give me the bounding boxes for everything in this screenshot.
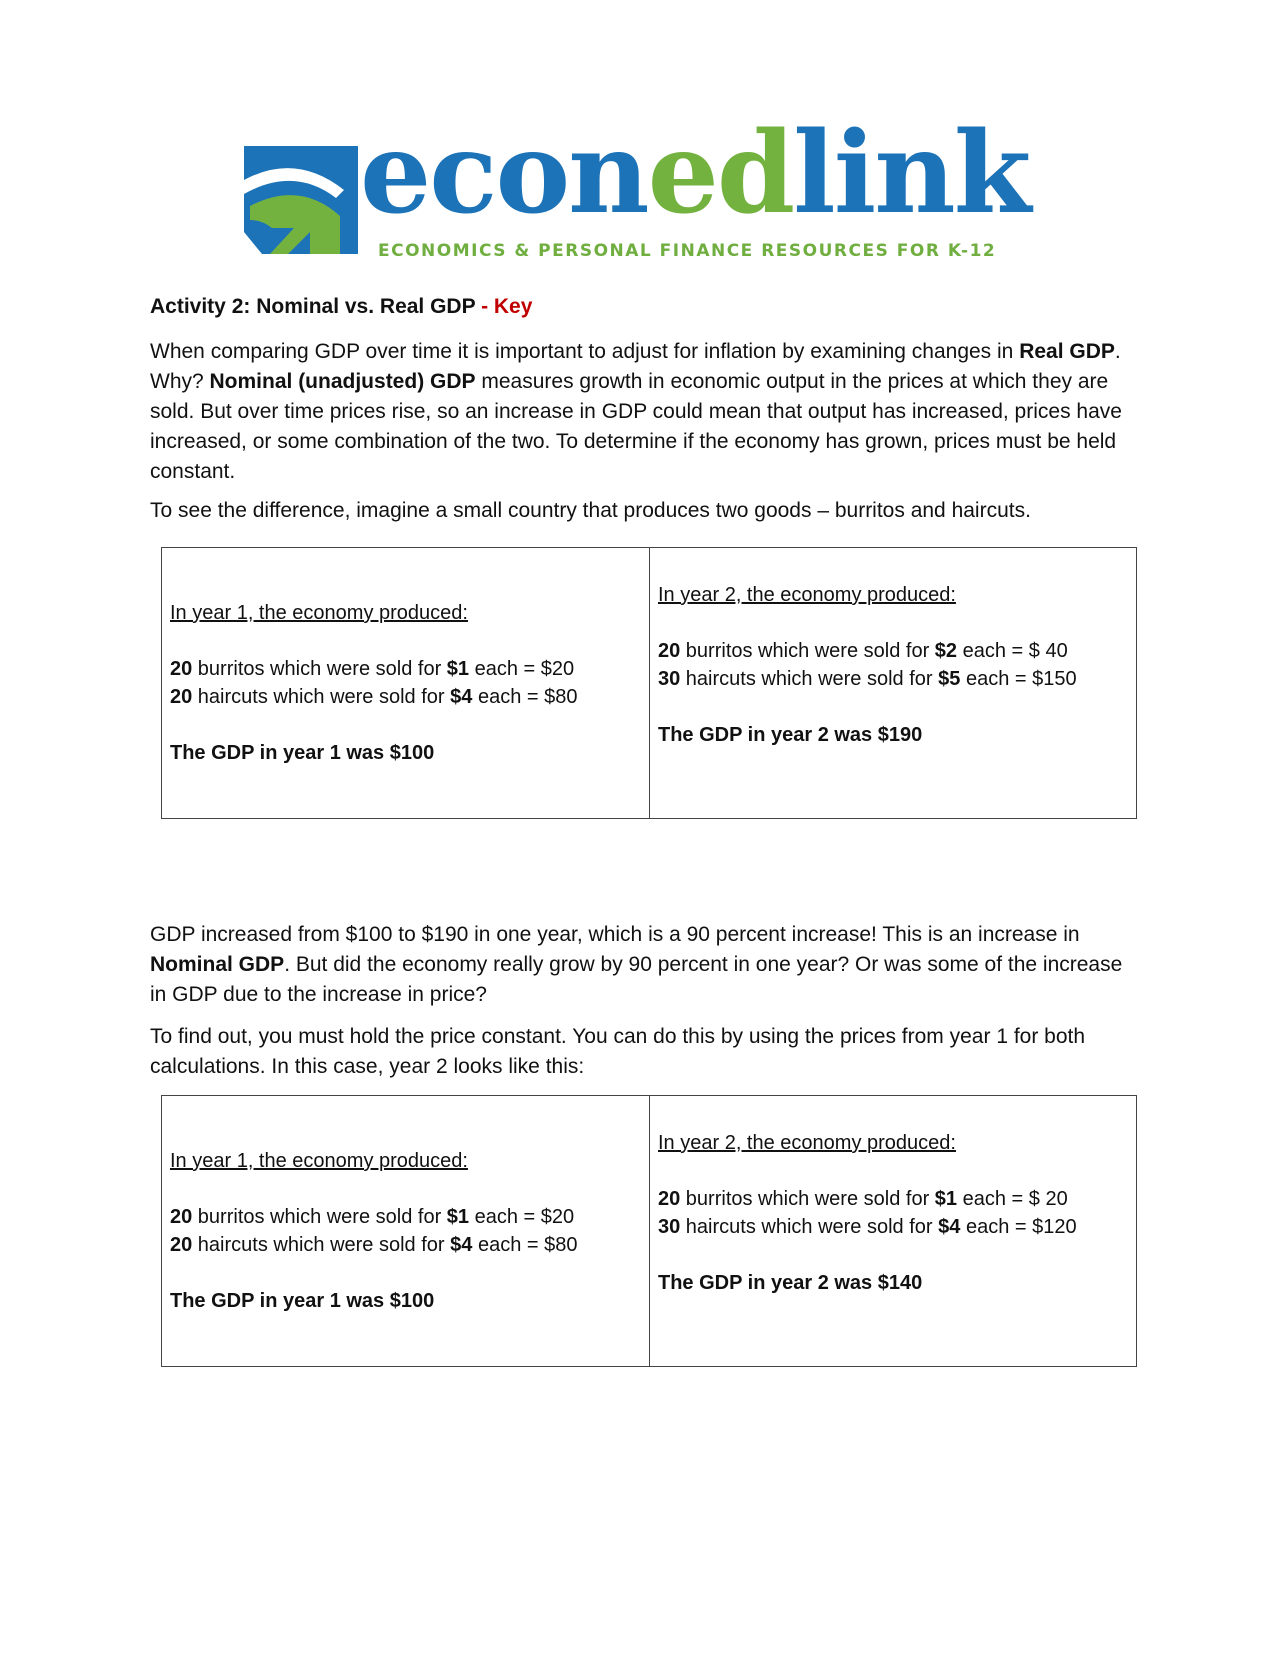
table1-year2-total: The GDP in year 2 was $190 (658, 724, 923, 746)
brand-econ: econ (360, 108, 648, 239)
heading-title: Activity 2: Nominal vs. Real GDP (150, 295, 476, 318)
brand-wordmark (360, 108, 1030, 239)
hold-price-paragraph: To find out, you must hold the price constant. You can do this by using the prices from year 1 for both calculations. In this case, year 2 looks like this: (150, 1025, 1086, 1078)
price: $5 (938, 668, 961, 690)
brand-tagline: ECONOMICS & PERSONAL FINANCE RESOURCES FOR K-12 (378, 241, 997, 261)
price: $1 (934, 1188, 958, 1210)
econedlink-logo (244, 108, 1030, 268)
table1-year2-title: In year 2, the economy produced: (658, 584, 956, 606)
activity-heading (150, 292, 1140, 322)
desc: burritos which were sold for (680, 640, 935, 662)
table2-year2-total: The GDP in year 2 was $140 (658, 1272, 923, 1294)
intro-text-3: measures growth in economic output in the prices at which they are sold. But over time prices rise, so an increase in GDP could mean that output has increased, prices have increased, or some combination of the two. To determine if the economy has grown, prices must be held constant. (150, 370, 1122, 483)
table2-year2-title: In year 2, the economy produced: (658, 1132, 956, 1154)
qty: 30 (658, 668, 681, 690)
amount: each = $80 (472, 686, 578, 708)
price: $1 (446, 658, 470, 680)
price: $4 (450, 1234, 473, 1256)
brand-link: link (793, 108, 1030, 239)
amount: each = $20 (469, 1206, 575, 1228)
qty: 20 (170, 1206, 193, 1228)
table1-year1-title: In year 1, the economy produced: (170, 602, 468, 624)
desc: burritos which were sold for (680, 1188, 935, 1210)
desc: haircuts which were sold for (680, 1216, 939, 1238)
amount: each = $120 (960, 1216, 1077, 1238)
amount: each = $80 (472, 1234, 578, 1256)
table1-year1-haircuts (170, 683, 649, 711)
qty: 20 (170, 686, 193, 708)
price: $2 (934, 640, 958, 662)
desc: haircuts which were sold for (192, 686, 451, 708)
amount: each = $20 (469, 658, 575, 680)
table2-year2-haircuts (658, 1213, 1136, 1241)
nominal-increase-paragraph (150, 920, 1140, 1010)
table2-year1-burritos (170, 1203, 649, 1231)
table1-year2-cell (649, 548, 1136, 818)
desc: haircuts which were sold for (192, 1234, 451, 1256)
term-nominal-gdp-2: Nominal GDP (150, 953, 285, 976)
qty: 20 (658, 640, 681, 662)
table1-year1-burritos (170, 655, 649, 683)
table2-year2-cell (649, 1096, 1136, 1366)
heading-key: - Key (475, 295, 533, 318)
table2-year1-total: The GDP in year 1 was $100 (170, 1290, 435, 1312)
intro-paragraph (150, 337, 1140, 487)
term-real-gdp: Real GDP (1019, 340, 1115, 363)
qty: 20 (658, 1188, 681, 1210)
table2-year1-cell (162, 1096, 649, 1366)
table1-year1-cell (162, 548, 649, 818)
gdp-table-real (161, 1095, 1137, 1367)
price: $4 (938, 1216, 961, 1238)
amount: each = $150 (960, 668, 1077, 690)
difference-paragraph: To see the difference, imagine a small country that produces two goods – burritos and haircuts. (150, 499, 1031, 522)
desc: burritos which were sold for (192, 1206, 447, 1228)
term-nominal-gdp: Nominal (unadjusted) GDP (209, 370, 476, 393)
amount: each = $ 40 (957, 640, 1068, 662)
intro-text-1: When comparing GDP over time it is important to adjust for inflation by examining changes in (150, 340, 1020, 363)
qty: 30 (658, 1216, 681, 1238)
gdp-table-nominal (161, 547, 1137, 819)
table1-year2-burritos (658, 637, 1136, 665)
price: $4 (450, 686, 473, 708)
table2-year1-title: In year 1, the economy produced: (170, 1150, 468, 1172)
desc: burritos which were sold for (192, 658, 447, 680)
mid-text-1: GDP increased from $100 to $190 in one year, which is a 90 percent increase! This is an increase in (150, 923, 1080, 946)
brand-ed: ed (647, 108, 794, 239)
desc: haircuts which were sold for (680, 668, 939, 690)
qty: 20 (170, 1234, 193, 1256)
logo-arrow-icon (244, 146, 358, 254)
intro-text-2: . Why? (150, 340, 1121, 393)
price: $1 (446, 1206, 470, 1228)
amount: each = $ 20 (957, 1188, 1068, 1210)
table2-year1-haircuts (170, 1231, 649, 1259)
table1-year2-haircuts (658, 665, 1136, 693)
table1-year1-total: The GDP in year 1 was $100 (170, 742, 435, 764)
mid-text-2: . But did the economy really grow by 90 percent in one year? Or was some of the increase in GDP due to the increase in price? (150, 953, 1123, 1006)
table2-year2-burritos (658, 1185, 1136, 1213)
qty: 20 (170, 658, 193, 680)
